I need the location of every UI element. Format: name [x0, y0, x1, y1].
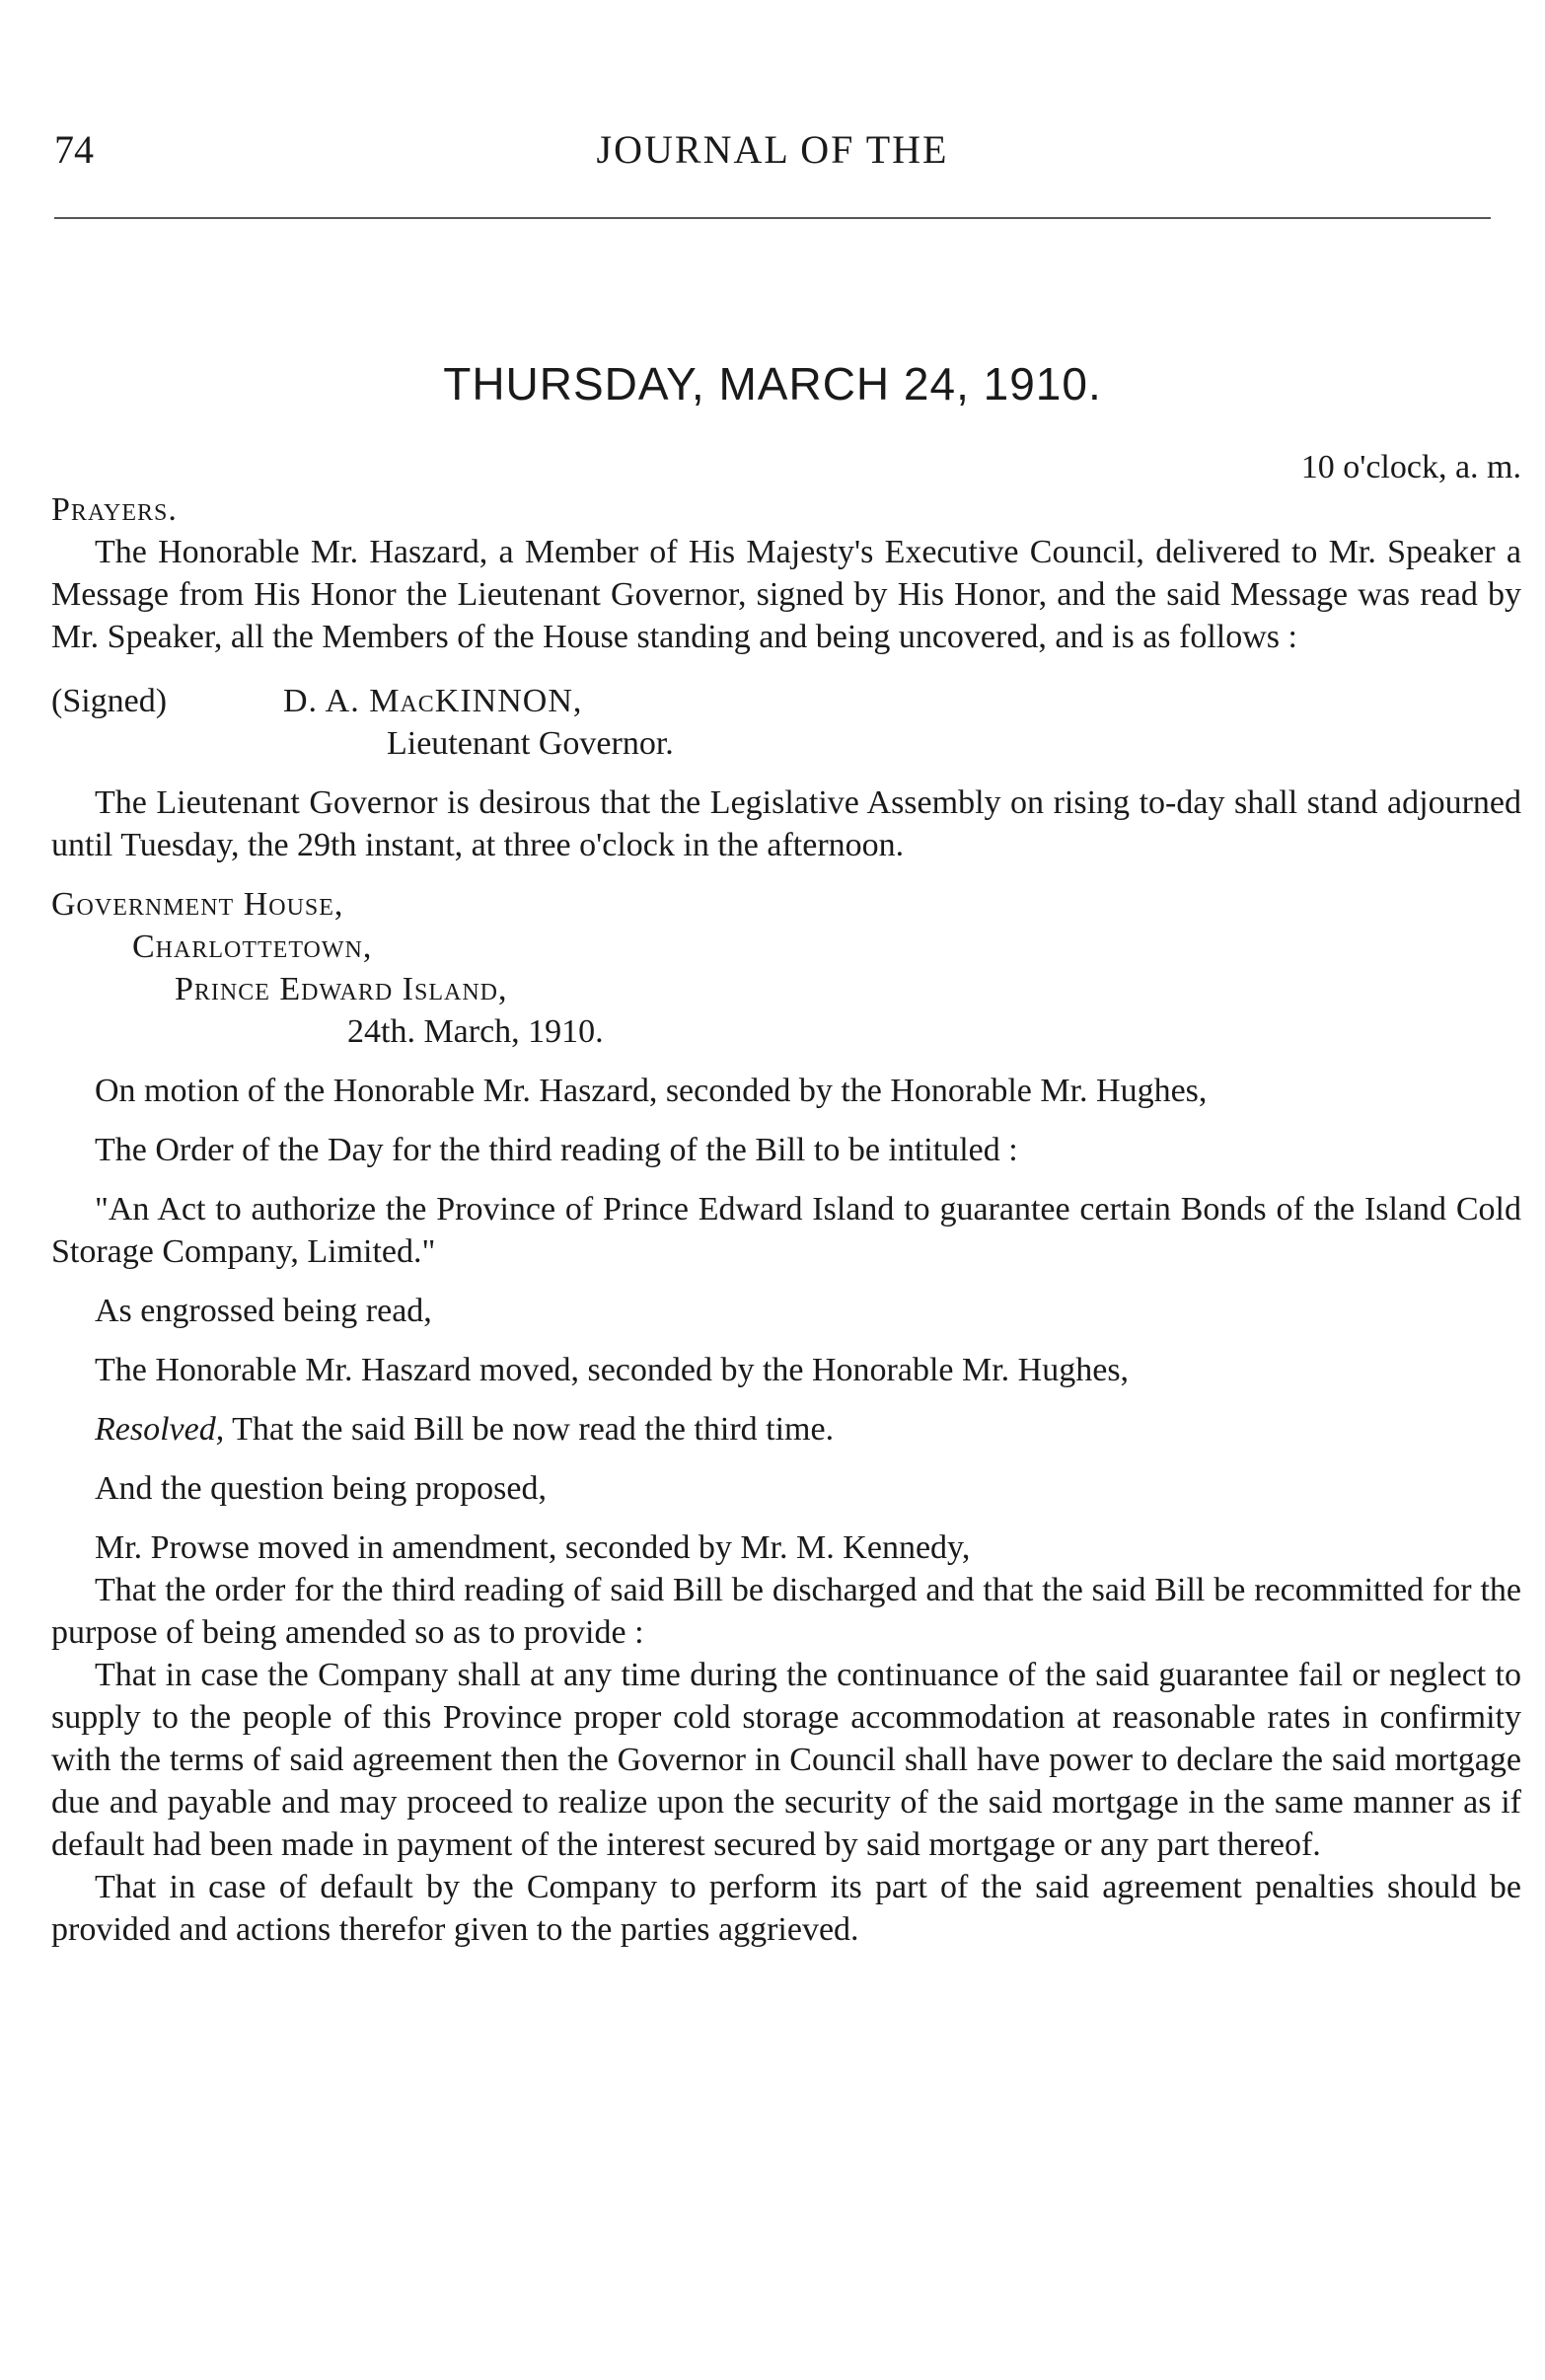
company-fail-paragraph: That in case the Company shall at any time during the continuance of the said guarantee fail or neglect to supply to the people of this Province proper cold storage accommodation at reasonable rates in confirmity with the terms of said agreement then the Governor in Council shall have power to declare the said mortgage due and payable and may proceed to realize upon the security of the said mortgage in the same manner as if default had been made in payment of the interest secured by said mortgage or any part thereof. — [51, 1657, 1521, 1863]
act-title-paragraph: "An Act to authorize the Province of Prince Edward Island to guarantee certain Bonds of the Island Cold Storage Company, Limited." — [51, 1191, 1521, 1270]
page-header — [54, 126, 1491, 186]
address-line: Government House, — [51, 886, 344, 923]
engrossed-paragraph: As engrossed being read, — [95, 1293, 432, 1329]
address-date: 24th. March, 1910. — [347, 1013, 604, 1050]
moved-paragraph: The Honorable Mr. Haszard moved, seconded by the Honorable Mr. Hughes, — [95, 1352, 1130, 1388]
message-text: The Lieutenant Governor is desirous that the Legislative Assembly on rising to-day shall stand adjourned until Tuesday, the 29th instant, at three o'clock in the afternoon. — [51, 784, 1521, 863]
motion-paragraph: On motion of the Honorable Mr. Haszard, seconded by the Honorable Mr. Hughes, — [95, 1073, 1208, 1109]
question-paragraph: And the question being proposed, — [95, 1470, 547, 1507]
resolved-label: Resolved, — [95, 1411, 225, 1448]
address-line: Prince Edward Island, — [175, 971, 508, 1007]
order-discharged-paragraph: That the order for the third reading of said Bill be discharged and that the said Bill be recommitted for the purpose of being amended so as to provide : — [51, 1572, 1521, 1651]
order-of-day-paragraph: The Order of the Day for the third reading of the Bill to be intituled : — [95, 1132, 1018, 1168]
signature-block — [51, 680, 1521, 722]
sitting-time: 10 o'clock, a. m. — [1300, 449, 1521, 485]
signature-label: (Signed) — [51, 683, 168, 719]
resolved-paragraph — [51, 1408, 1521, 1450]
body-text — [51, 446, 1521, 1951]
message-paragraph: The Honorable Mr. Haszard, a Member of His Majesty's Executive Council, delivered to Mr. Speaker a Message from His Honor the Lieutenant Governor, signed by His Honor, and the said Message was read by Mr. Speaker, all the Members of the House standing and being uncovered, and is as follows : — [51, 534, 1521, 655]
page-number: 74 — [54, 127, 94, 172]
prayers-heading: Prayers. — [51, 491, 178, 528]
signature-name: D. A. MacKINNON, — [283, 683, 583, 719]
address-line: Charlottetown, — [132, 929, 373, 965]
date-heading: THURSDAY, MARCH 24, 1910. — [443, 358, 1102, 409]
header-rule — [54, 217, 1491, 219]
amendment-paragraph: Mr. Prowse moved in amendment, seconded by Mr. M. Kennedy, — [95, 1529, 971, 1566]
penalties-paragraph: That in case of default by the Company to perform its part of the said agreement penalties should be provided and actions therefor given to the parties aggrieved. — [51, 1869, 1521, 1948]
running-head: JOURNAL OF THE — [596, 127, 949, 172]
signature-title: Lieutenant Governor. — [387, 725, 674, 762]
resolved-text: That the said Bill be now read the third time. — [232, 1411, 835, 1448]
